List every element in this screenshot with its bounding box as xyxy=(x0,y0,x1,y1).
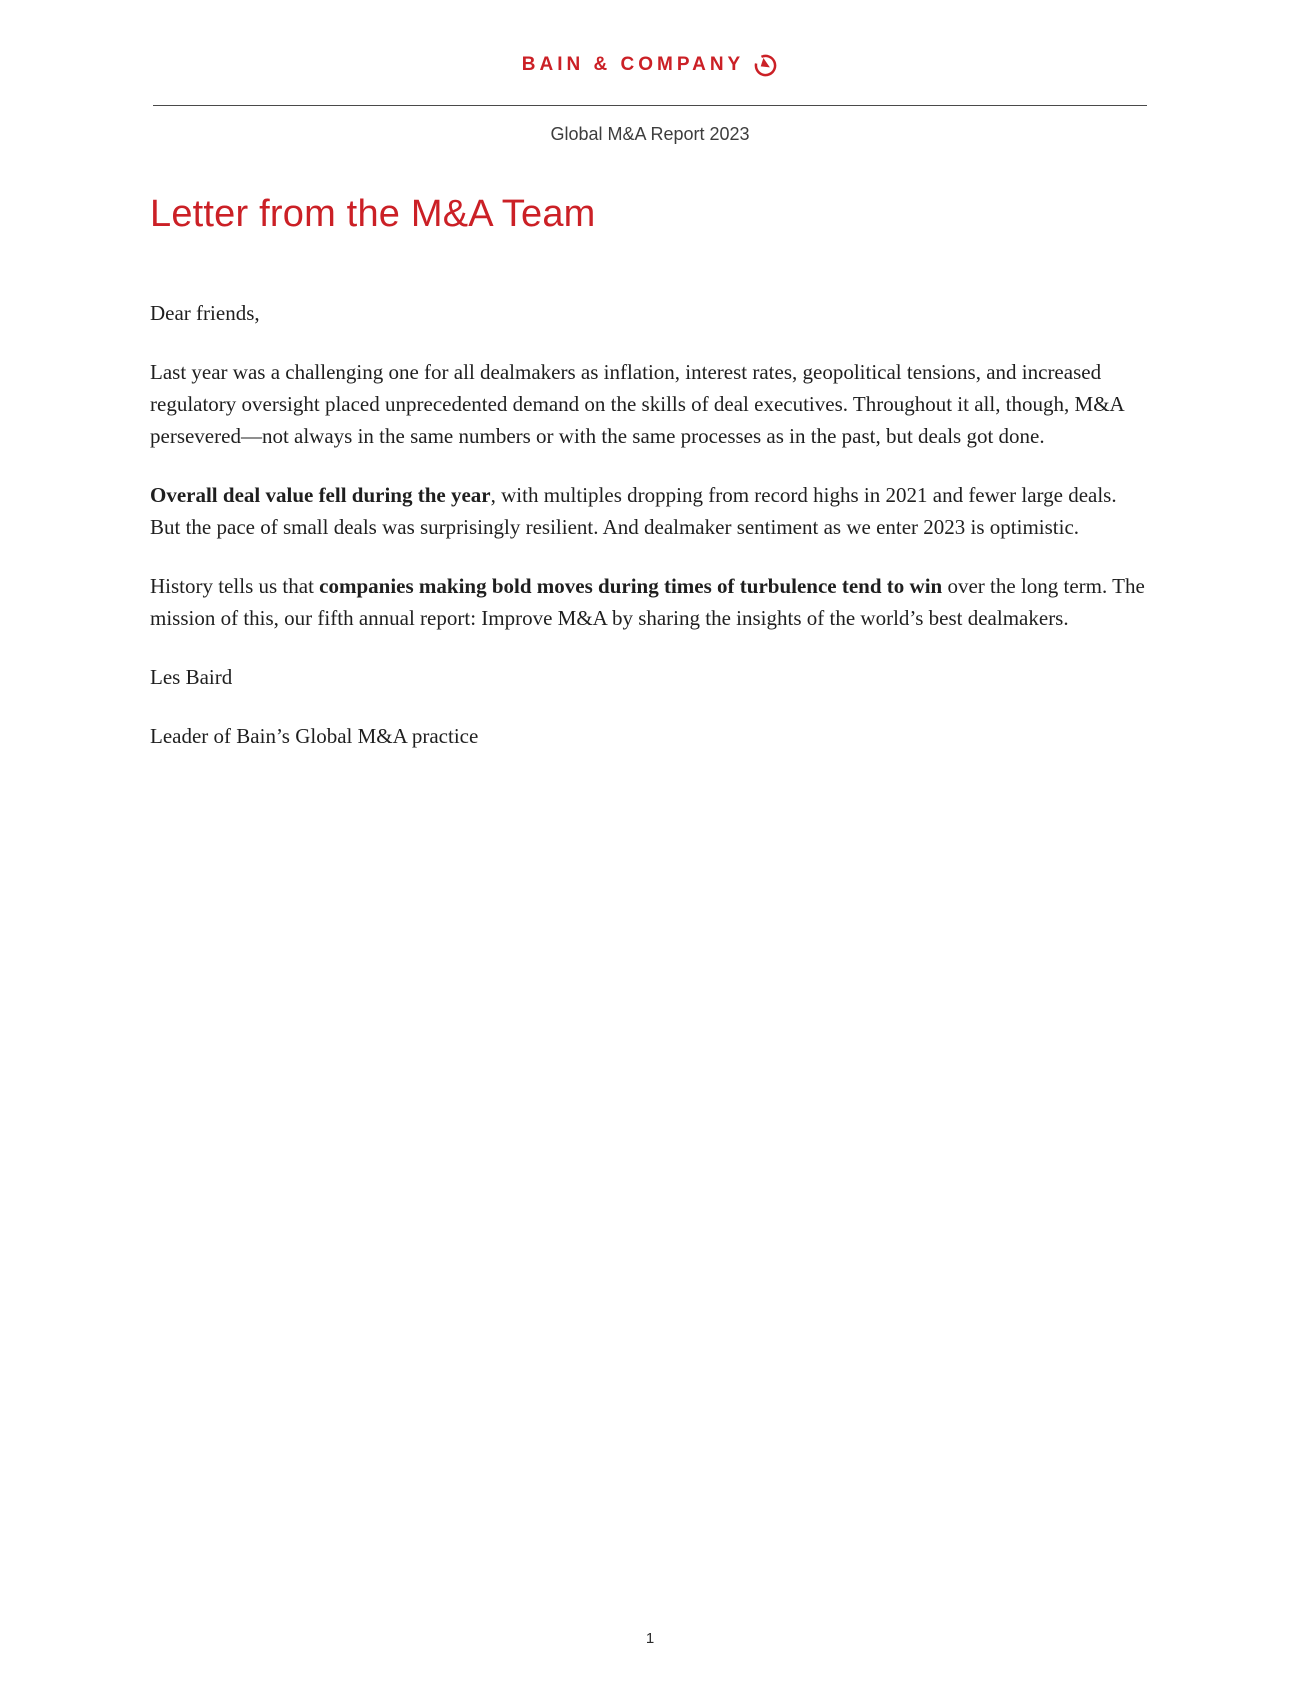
page-title: Letter from the M&A Team xyxy=(150,193,596,235)
paragraph-2 xyxy=(150,479,1150,543)
page-footer xyxy=(0,1630,1300,1647)
paragraph-3-pre: History tells us that xyxy=(150,574,320,598)
page-header xyxy=(0,0,1300,145)
paragraph-2-bold: Overall deal value fell during the year xyxy=(150,483,491,507)
letter-body xyxy=(150,297,1150,752)
salutation: Dear friends, xyxy=(150,301,260,325)
paragraph-3 xyxy=(150,570,1150,634)
brand-logo-text: BAIN & COMPANY xyxy=(521,54,745,75)
letter-content xyxy=(150,191,1150,752)
signature-name: Les Baird xyxy=(150,665,233,689)
paragraph-3-post: over the long term. The mission of this, our fifth annual report: Improve M&A by sharing the insights of the world’s best dealmakers. xyxy=(150,574,1145,630)
paragraph-2-rest: , with multiples dropping from record highs in 2021 and fewer large deals. But the pace of small deals was surprisingly resilient. And dealmaker sentiment as we enter 2023 is optimistic. xyxy=(150,483,1117,539)
signature-role: Leader of Bain’s Global M&A practice xyxy=(150,724,479,748)
bain-compass-icon xyxy=(753,53,778,78)
header-divider xyxy=(153,105,1147,106)
page-number: 1 xyxy=(645,1630,655,1647)
report-title: Global M&A Report 2023 xyxy=(550,124,750,144)
brand-logo xyxy=(522,52,778,78)
paragraph-3-bold: companies making bold moves during times of turbulence tend to win xyxy=(319,574,943,598)
paragraph-1: Last year was a challenging one for all dealmakers as inflation, interest rates, geopolitical tensions, and increased regulatory oversight placed unprecedented demand on the skills of deal executives. Throughout it all, though, M&A persevered—not always in the same numbers or with the same processes as in the past, but deals got done. xyxy=(150,360,1124,448)
